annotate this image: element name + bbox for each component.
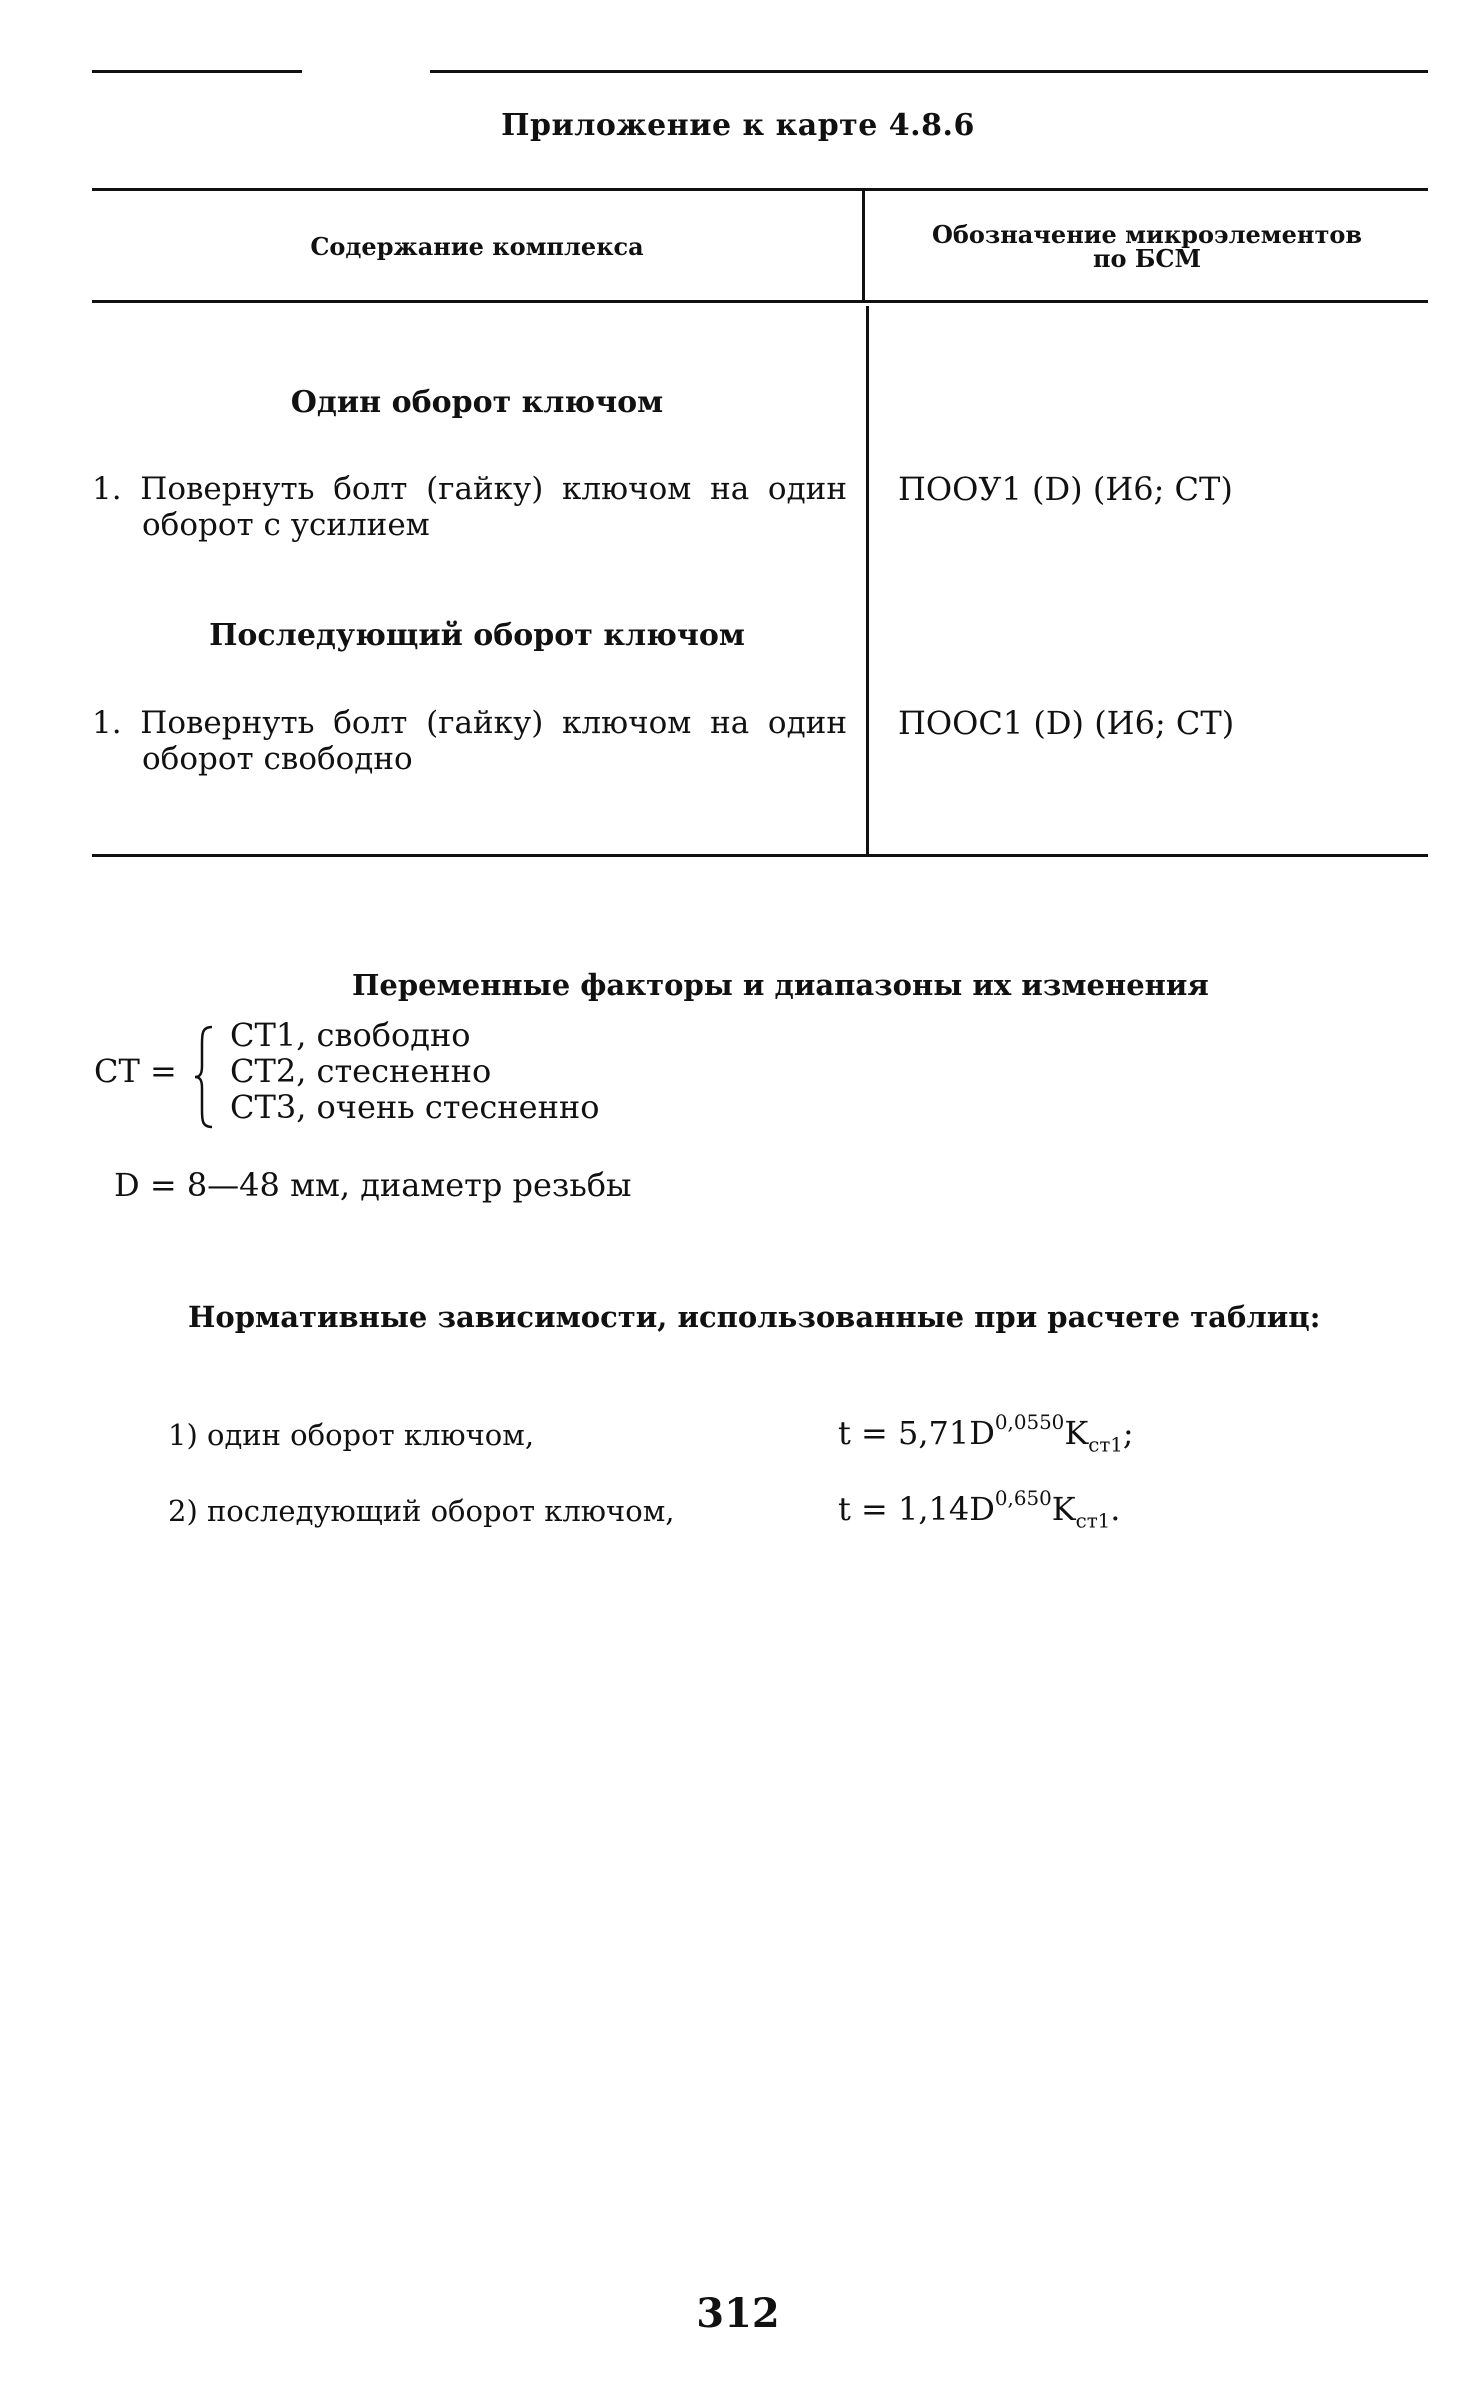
formula-label-2: 2) последующий оборот ключом, bbox=[168, 1494, 675, 1528]
table-bottom-rule bbox=[92, 854, 1428, 857]
col1-header: Содержание комплекса bbox=[310, 232, 644, 261]
table-top-rule bbox=[92, 188, 1428, 191]
formula-1 bbox=[838, 1411, 1134, 1457]
ct-brace bbox=[192, 1024, 216, 1130]
ct-option-1: СТ1, свободно bbox=[230, 1016, 471, 1054]
col2-header-line1: Обозначение микроэлементов bbox=[932, 220, 1362, 249]
formula-2-exponent: 0,650 bbox=[994, 1487, 1052, 1511]
ct-label: СТ = bbox=[94, 1052, 177, 1090]
ct-option-3: СТ3, очень стесненно bbox=[230, 1088, 600, 1126]
formula-1-subscript: ст1 bbox=[1088, 1433, 1123, 1457]
col2-header-line2: по БСМ bbox=[1092, 244, 1202, 273]
variables-title: Переменные факторы и диапазоны их изменения bbox=[352, 968, 1209, 1002]
formula-1-end: ; bbox=[1122, 1414, 1134, 1452]
ct-option-2: СТ2, стесненно bbox=[230, 1052, 492, 1090]
formula-2-subscript: ст1 bbox=[1075, 1509, 1111, 1533]
code-one-turn: ПООУ1 (D) (И6; СТ) bbox=[898, 470, 1233, 508]
formula-2-end: . bbox=[1110, 1490, 1121, 1528]
section-title-next-turn: Последующий оборот ключом bbox=[209, 618, 745, 653]
item-line1-next-turn: 1. Повернуть болт (гайку) ключом на один bbox=[92, 705, 847, 741]
appendix-title: Приложение к карте 4.8.6 bbox=[501, 108, 975, 143]
formula-1-exponent: 0,0550 bbox=[994, 1411, 1065, 1435]
table-column-divider bbox=[866, 306, 869, 854]
formula-1-factor: K bbox=[1064, 1414, 1089, 1452]
top-rule-right bbox=[430, 70, 1428, 73]
d-range: D = 8—48 мм, диаметр резьбы bbox=[114, 1166, 632, 1204]
top-rule-left bbox=[92, 70, 302, 73]
formula-2-lhs: t = 1,14D bbox=[838, 1490, 995, 1528]
table-header-divider bbox=[862, 190, 865, 300]
section-title-one-turn: Один оборот ключом bbox=[290, 385, 664, 420]
page-number: 312 bbox=[696, 2290, 780, 2337]
code-next-turn: ПООС1 (D) (И6; СТ) bbox=[898, 704, 1235, 742]
formula-2-factor: K bbox=[1051, 1490, 1076, 1528]
item-line2-one-turn: оборот с усилием bbox=[142, 507, 430, 543]
normative-title: Нормативные зависимости, использованные при расчете таблиц: bbox=[188, 1300, 1321, 1334]
item-line2-next-turn: оборот свободно bbox=[142, 741, 413, 777]
item-line1-one-turn: 1. Повернуть болт (гайку) ключом на один bbox=[92, 471, 847, 507]
formula-2 bbox=[838, 1487, 1121, 1533]
formula-label-1: 1) один оборот ключом, bbox=[168, 1418, 535, 1452]
table-header-rule bbox=[92, 300, 1428, 303]
formula-1-lhs: t = 5,71D bbox=[838, 1414, 995, 1452]
